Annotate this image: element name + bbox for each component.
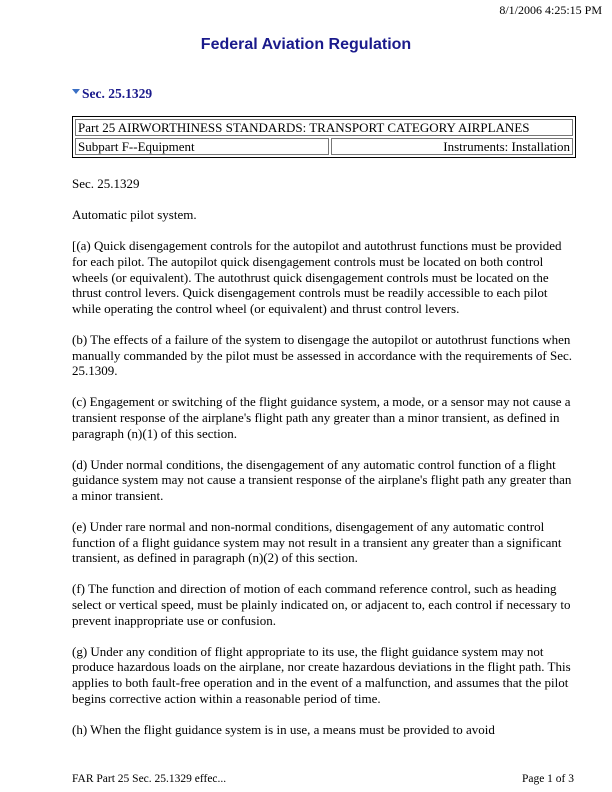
section-label: Sec. 25.1329 xyxy=(72,176,140,191)
paragraph-c: (c) Engagement or switching of the flight guidance system, a mode, or a sensor may not cause a transient response of the airplane's flight path any greater than a minor transient, as defined in paragraph (n)(1) of this section. xyxy=(72,394,571,441)
info-table xyxy=(72,116,576,158)
section-subject: Automatic pilot system. xyxy=(72,207,197,223)
section-heading[interactable] xyxy=(72,86,152,102)
paragraph-b: (b) The effects of a failure of the system to disengage the autopilot or autothrust functions when manually commanded by the pilot must be assessed in accordance with the requirements of Sec. 25.1309. xyxy=(72,331,572,379)
triangle-down-icon xyxy=(72,89,80,94)
document-body xyxy=(72,176,578,753)
part-cell: Part 25 AIRWORTHINESS STANDARDS: TRANSPORT CATEGORY AIRPLANES xyxy=(75,119,573,136)
paragraph-g: (g) Under any condition of flight appropriate to its use, the flight guidance system may not produce hazardous loads on the airplane, nor create hazardous deviations in the flight path. This applies to both fault-free operation and in the event of a malfunction, and assumes that the pilot begins corrective action within a reasonable period of time. xyxy=(72,643,571,706)
print-timestamp: 8/1/2006 4:25:15 PM xyxy=(499,3,602,17)
paragraph-f: (f) The function and direction of motion of each command reference control, such as heading select or vertical speed, must be plainly indicated on, or adjacent to, each control if necessary to prevent inappropriate use or confusion. xyxy=(72,581,571,628)
paragraph-e: (e) Under rare normal and non-normal conditions, disengagement of any automatic control function of a flight guidance system may not result in a transient any greater than a significant transient, as defined in paragraph (n)(2) of this section. xyxy=(72,519,562,566)
paragraph-h: (h) When the flight guidance system is in use, a means must be provided to avoid xyxy=(72,721,495,737)
topic-cell: Instruments: Installation xyxy=(331,138,573,155)
footer-title: FAR Part 25 Sec. 25.1329 effec... xyxy=(72,773,227,785)
subpart-cell: Subpart F--Equipment xyxy=(75,138,329,155)
paragraph-a: [(a) Quick disengagement controls for the autopilot and autothrust functions must be provided for each pilot. The autopilot quick disengagement controls must be located on both control wheels (or equivalent). The autothrust quick disengagement controls must be located on the thrust control levers. Quick disengagement controls must be readily accessible to each pilot while operating the control wheel (or equivalent) and thrust control levers. xyxy=(72,238,562,316)
section-heading-label: Sec. 25.1329 xyxy=(82,86,153,101)
page-title: Federal Aviation Regulation xyxy=(200,36,412,53)
page-number: Page 1 of 3 xyxy=(521,773,574,785)
paragraph-d: (d) Under normal conditions, the disengagement of any automatic control function of a flight guidance system may not cause a transient response of the airplane's flight path any greater than a minor transient. xyxy=(72,456,572,503)
